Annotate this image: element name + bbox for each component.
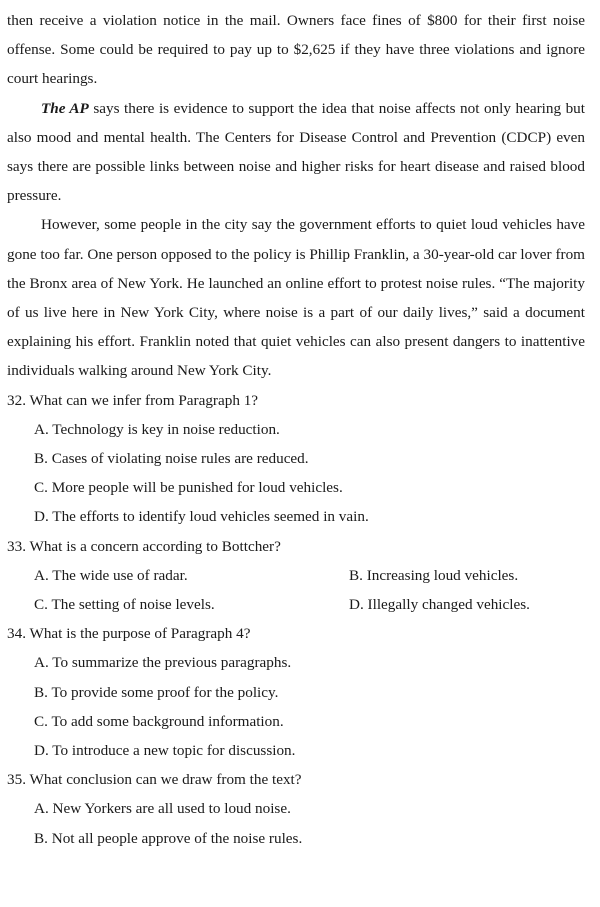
option-a: A. To summarize the previous paragraphs. xyxy=(34,654,292,672)
paragraph-2-text: says there is evidence to support the idea that noise affects not only hearing but also mood and mental health. The Centers for Disease Control and Prevention (CDCP) even says there are possible links between noise and higher risks for heart disease and raised blood pressure. xyxy=(7,99,585,205)
option-c: C. More people will be punished for loud vehicles. xyxy=(34,479,343,497)
option-a: A. Technology is key in noise reduction. xyxy=(34,420,280,438)
option-a: A. New Yorkers are all used to loud noise. xyxy=(34,800,291,818)
option-d: D. The efforts to identify loud vehicles seemed in vain. xyxy=(34,508,369,526)
question-32 xyxy=(7,386,585,532)
question-stem: 32. What can we infer from Paragraph 1? xyxy=(7,391,259,409)
option-c: C. To add some background information. xyxy=(34,712,284,730)
question-35 xyxy=(7,765,585,853)
question-33 xyxy=(7,532,585,620)
question-stem: 35. What conclusion can we draw from the text? xyxy=(7,771,302,789)
option-c: C. The setting of noise levels. xyxy=(34,596,215,614)
option-b: B. Cases of violating noise rules are reduced. xyxy=(34,450,309,468)
question-stem: 33. What is a concern according to Bottcher? xyxy=(7,537,281,555)
option-row xyxy=(34,561,585,590)
option-b: B. To provide some proof for the policy. xyxy=(34,683,279,701)
source-name: The AP xyxy=(41,99,89,117)
option-a: A. The wide use of radar. xyxy=(34,566,188,584)
option-d: D. To introduce a new topic for discussion. xyxy=(34,742,296,760)
paragraph-2 xyxy=(7,94,585,211)
option-row xyxy=(34,590,585,619)
paragraph-1-continued: then receive a violation notice in the mail. Owners face fines of $800 for their first noise offense. Some could be required to pay up to $2,625 if they have three violations and ignore court hearings. xyxy=(7,12,585,88)
question-34 xyxy=(7,619,585,765)
option-b: B. Not all people approve of the noise rules. xyxy=(34,829,303,847)
option-b: B. Increasing loud vehicles. xyxy=(349,566,519,584)
option-d: D. Illegally changed vehicles. xyxy=(349,596,530,614)
paragraph-3: However, some people in the city say the government efforts to quiet loud vehicles have gone too far. One person opposed to the policy is Phillip Franklin, a 30-year-old car lover from the Bronx area of New York. He launched an online effort to protest noise rules. “The majority of us live here in New York City, where noise is a part of our daily lives,” said a document explaining his effort. Franklin noted that quiet vehicles can also present dangers to inattentive individuals walking around New York City. xyxy=(7,216,585,380)
document-page xyxy=(7,6,585,853)
question-stem: 34. What is the purpose of Paragraph 4? xyxy=(7,625,251,643)
